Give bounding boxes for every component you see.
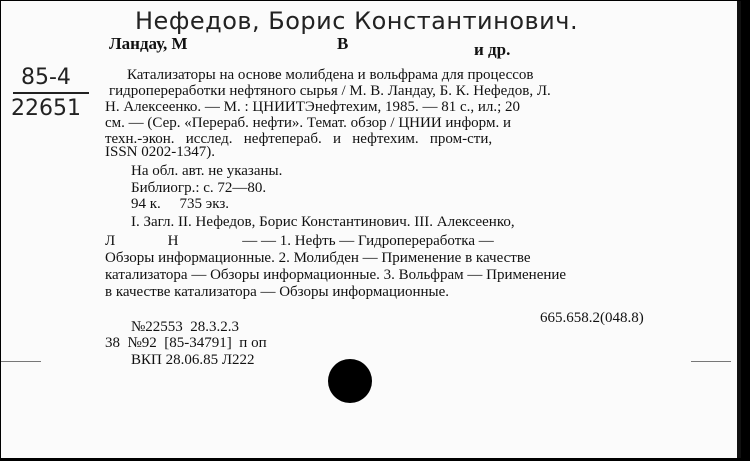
tracing-line-5: в качестве катализатора — Обзоры информационные.: [105, 284, 450, 300]
card-heading-author: Ландау, М: [109, 34, 188, 53]
classification-code: 665.658.2(048.8): [540, 310, 644, 326]
body-line-1: Катализаторы на основе молибдена и вольфрама для процессов: [127, 67, 534, 83]
scan-mark-left: [1, 361, 41, 362]
body-line-2: гидропереработки нефтяного сырья / М. В. Ландау, Б. К. Нефедов, Л.: [109, 83, 551, 99]
body-line-6: ISSN 0202-1347).: [105, 144, 216, 160]
handwritten-author-name: Нефедов, Борис Константинович.: [135, 7, 579, 35]
note-line-2: Библиогр.: с. 72—80.: [131, 180, 267, 196]
punch-hole: [328, 359, 372, 403]
note-line-1: На обл. авт. не указаны.: [131, 163, 283, 179]
note-line-3: 94 к. 735 экз.: [131, 196, 229, 212]
footer-line-3: ВКП 28.06.85 Л222: [131, 352, 255, 368]
card-heading-initial: В: [337, 34, 349, 53]
body-line-5: техн.-экон. исслед. нефтепераб. и нефтехим. пром-сти,: [105, 131, 493, 147]
body-line-3: Н. Алексеенко. — М. : ЦНИИТЭнефтехим, 1985. — 81 с., ил.; 20: [105, 99, 521, 115]
card-edge-line: [737, 1, 741, 458]
tracing-line-3: Обзоры информационные. 2. Молибден — Применение в качестве: [105, 250, 531, 266]
tracing-line-1: I. Загл. II. Нефедов, Борис Константинович. III. Алексеенко,: [131, 214, 515, 230]
handwritten-shelf-mark: 85-4: [21, 65, 71, 90]
card-heading-rest: и др.: [474, 40, 511, 59]
handwritten-number: 22651: [11, 96, 81, 121]
catalog-card: [1, 1, 741, 458]
footer-line-2: 38 №92 [85-34791] п оп: [105, 335, 267, 351]
scan-mark-right: [691, 361, 731, 362]
body-line-4: см. — (Сер. «Перераб. нефти». Темат. обзор / ЦНИИ информ. и: [105, 115, 511, 131]
footer-line-1: №22553 28.3.2.3: [131, 319, 240, 335]
tracing-line-2: Л Н — — 1. Нефть — Гидропереработка —: [105, 233, 494, 249]
tracing-line-4: катализатора — Обзоры информационные. 3. Вольфрам — Применение: [105, 267, 567, 283]
